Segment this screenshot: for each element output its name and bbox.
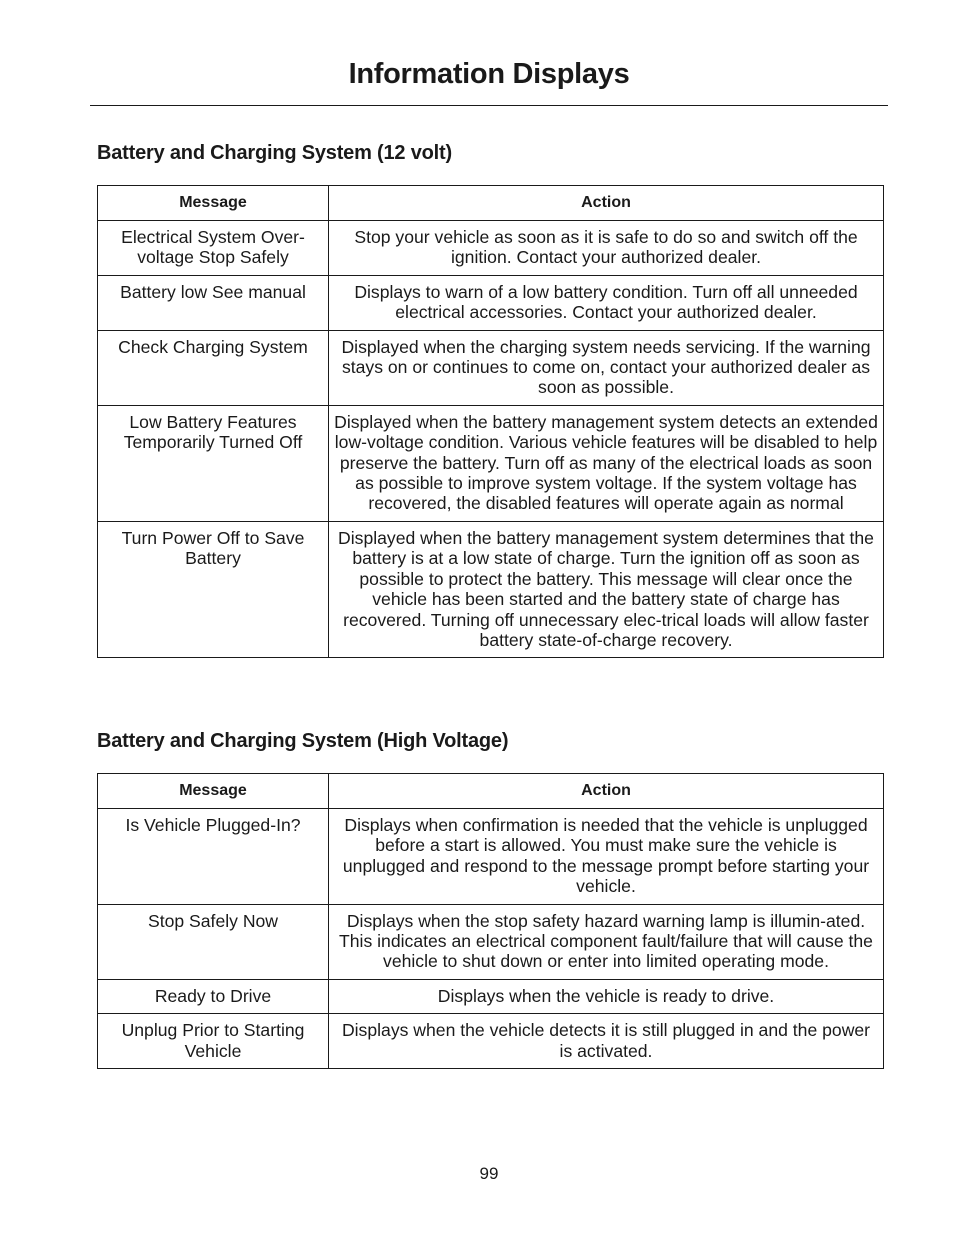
- action-cell: Displays to warn of a low battery condition. Turn off all unneeded electrical accessories. Contact your authorized dealer.: [329, 275, 884, 330]
- action-cell: Stop your vehicle as soon as it is safe to do so and switch off the ignition. Contact your authorized dealer.: [329, 221, 884, 276]
- table-row: [98, 1014, 884, 1069]
- action-cell: Displays when the stop safety hazard warning lamp is illumin-ated. This indicates an electrical component fault/failure that will cause the vehicle to shut down or enter into limited operating mode.: [329, 904, 884, 979]
- message-cell: Low Battery Features Temporarily Turned Off: [98, 405, 329, 521]
- action-cell: Displayed when the battery management system determines that the battery is at a low state of charge. Turn the ignition off as soon as possible to protect the battery. This message will clear once the vehicle has been started and the battery state of charge has recovered. Turning off unnecessary elec-trical loads will allow faster battery state-of-charge recovery.: [329, 521, 884, 657]
- table-row: [98, 221, 884, 276]
- table-row: [98, 330, 884, 405]
- message-cell: Battery low See manual: [98, 275, 329, 330]
- table-row: [98, 275, 884, 330]
- title-divider: [90, 105, 888, 106]
- table-row: [98, 405, 884, 521]
- action-cell: Displays when confirmation is needed that the vehicle is unplugged before a start is allowed. You must make sure the vehicle is unplugged and respond to the message prompt before starting your vehicle.: [329, 809, 884, 905]
- table-high-voltage: [97, 773, 884, 1069]
- table-row: [98, 521, 884, 657]
- page-number: 99: [479, 1164, 499, 1183]
- table-header-row: [98, 186, 884, 221]
- message-cell: Ready to Drive: [98, 979, 329, 1013]
- message-cell: Turn Power Off to Save Battery: [98, 521, 329, 657]
- message-cell: Electrical System Over-voltage Stop Safely: [98, 221, 329, 276]
- column-header-message: Message: [98, 774, 329, 809]
- action-cell: Displayed when the charging system needs servicing. If the warning stays on or continues to come on, contact your authorized dealer as soon as possible.: [329, 330, 884, 405]
- table-header-row: [98, 774, 884, 809]
- message-cell: Check Charging System: [98, 330, 329, 405]
- column-header-action: Action: [329, 186, 884, 221]
- column-header-action: Action: [329, 774, 884, 809]
- column-header-message: Message: [98, 186, 329, 221]
- message-cell: Unplug Prior to Starting Vehicle: [98, 1014, 329, 1069]
- page-title: Information Displays: [348, 58, 630, 90]
- message-cell: Stop Safely Now: [98, 904, 329, 979]
- table-row: [98, 904, 884, 979]
- section-heading-12-volt: Battery and Charging System (12 volt): [97, 142, 452, 164]
- section-heading-high-voltage: Battery and Charging System (High Voltage): [97, 730, 509, 752]
- table-row: [98, 979, 884, 1013]
- message-cell: Is Vehicle Plugged-In?: [98, 809, 329, 905]
- action-cell: Displays when the vehicle detects it is still plugged in and the power is activated.: [329, 1014, 884, 1069]
- table-12-volt: [97, 185, 884, 658]
- table-row: [98, 809, 884, 905]
- action-cell: Displayed when the battery management system detects an extended low-voltage condition. Various vehicle features will be disabled to help preserve the battery. Turn off as many of the electrical loads as soon as possible to improve system voltage. If the system voltage has recovered, the disabled features will operate again as normal: [329, 405, 884, 521]
- action-cell: Displays when the vehicle is ready to drive.: [329, 979, 884, 1013]
